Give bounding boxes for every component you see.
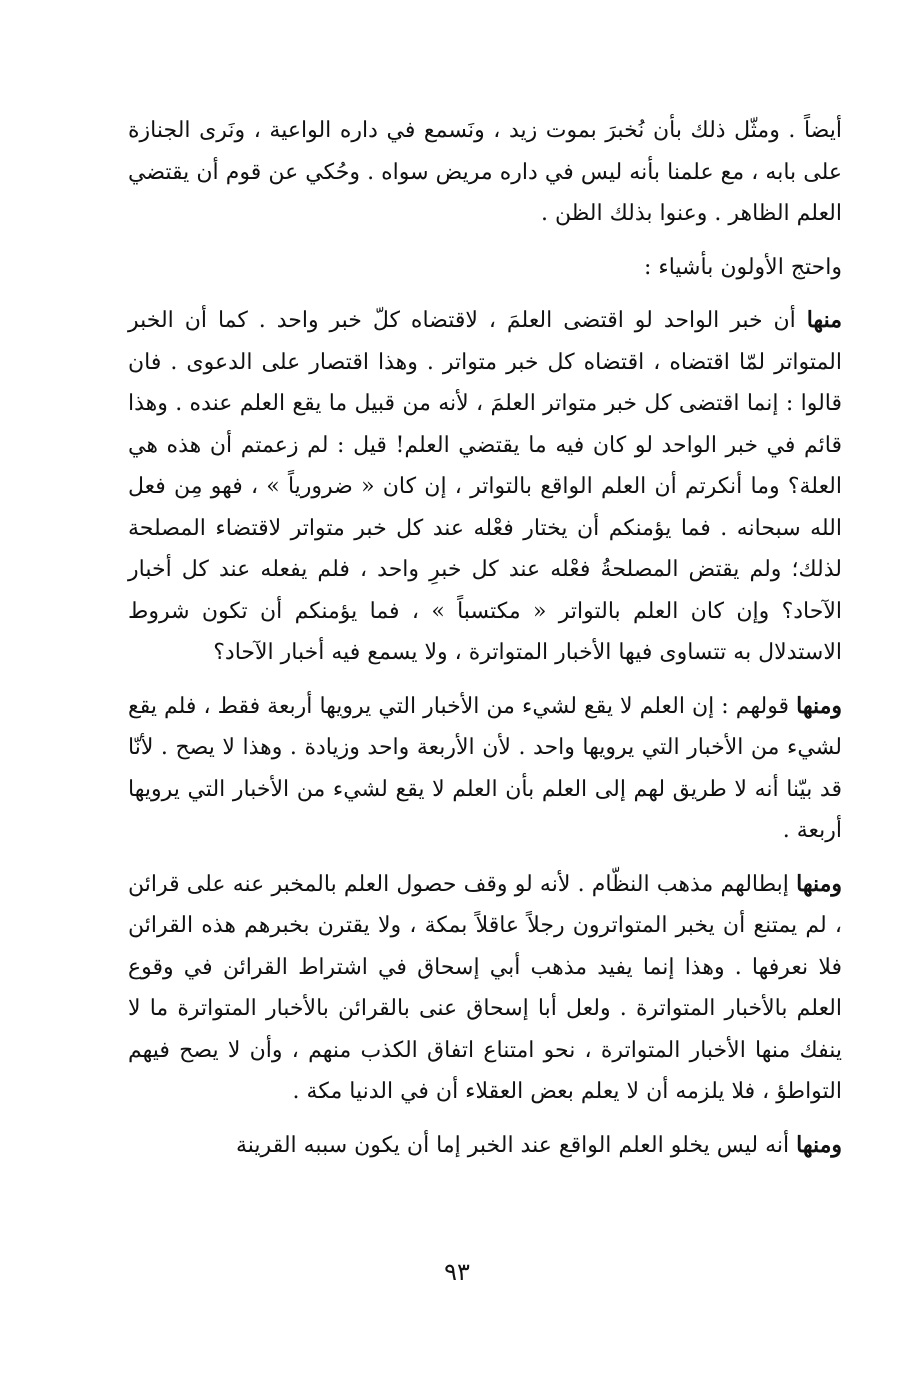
paragraph-lead: ومنها [796, 692, 842, 719]
page-number: ٩٣ [444, 1258, 470, 1286]
paragraph-lead: ومنها [796, 870, 842, 897]
paragraph [128, 686, 842, 852]
page-body [128, 110, 842, 1166]
paragraph [128, 300, 842, 674]
paragraph-text: واحتج الأولون بأشياء : [643, 254, 842, 280]
paragraph-text: أنه ليس يخلو العلم الواقع عند الخبر إما أن يكون سببه القرينة [236, 1132, 797, 1158]
paragraph-lead: ومنها [796, 1131, 842, 1158]
paragraph-text: أن خبر الواحد لو اقتضى العلمَ ، لاقتضاه كلّ خبر واحد . كما أن الخبر المتواتر لمّا اقتضاه ، اقتضاه كل خبر متواتر . وهذا اقتصار على الدعوى . فان قالوا : إنما اقتضى كل خبر متواتر العلمَ ، لأنه من قبيل ما يقع العلم عنده . وهذا قائم في خبر الواحد لو كان فيه ما يقتضي العلم! قيل : لم زعمتم أن هذه هي العلة؟ وما أنكرتم أن العلم الواقع بالتواتر ، إن كان « ضرورياً » ، فهو مِن فعل الله سبحانه . فما يؤمنكم أن يختار فعْله عند كل خبر متواتر لاقتضاء المصلحة لذلك؛ ولم يقتض المصلحةُ فعْله عند كل خبرِ واحد ، فلم يفعله عند كل أخبار الآحاد؟ وإن كان العلم بالتواتر « مكتسباً » ، فما يؤمنكم أن تكون شروط الاستدلال به تتساوى فيها الأخبار المتواترة ، ولا يسمع فيه أخبار الآحاد؟ [128, 308, 842, 665]
paragraph [128, 1125, 842, 1167]
paragraph-text: أيضاً . ومثّل ذلك بأن نُخبرَ بموت زيد ، ونَسمع في داره الواعية ، ونَرى الجنازة على بابه ، مع علمنا بأنه ليس في داره مريض سواه . وحُكي عن قوم أن يقتضي العلم الظاهر . وعنوا بذلك الظن . [128, 118, 842, 226]
paragraph [128, 864, 842, 1113]
paragraph [128, 110, 842, 235]
paragraph-text: قولهم : إن العلم لا يقع لشيء من الأخبار التي يرويها أربعة فقط ، فلم يقع لشيء من الأخبار التي يرويها واحد . لأن الأربعة واحد وزيادة . وهذا لا يصح . لأنّا قد بيّنا أنه لا طريق لهم إلى العلم بأن العلم لا يقع لشيء من الأخبار التي يرويها أربعة . [128, 693, 842, 843]
paragraph-text: إبطالهم مذهب النظّام . لأنه لو وقف حصول العلم بالمخبر عنه على قرائن ، لم يمتنع أن يخبر المتواترون رجلاً عاقلاً بمكة ، ولا يقترن بخبرهم هذه القرائن فلا نعرفها . وهذا إنما يفيد مذهب أبي إسحاق في اشتراط القرائن في وقوع العلم بالأخبار المتواترة . ولعل أبا إسحاق عنى بالقرائن بالأخبار المتواترة ما لا ينفك منها الأخبار المتواترة ، نحو امتناع اتفاق الكذب منهم ، وأن لا يصح فيهم التواطؤ ، فلا يلزمه أن لا يعلم بعض العقلاء أن في الدنيا مكة . [128, 871, 842, 1104]
paragraph-lead: منها [806, 307, 842, 333]
paragraph [128, 247, 842, 289]
